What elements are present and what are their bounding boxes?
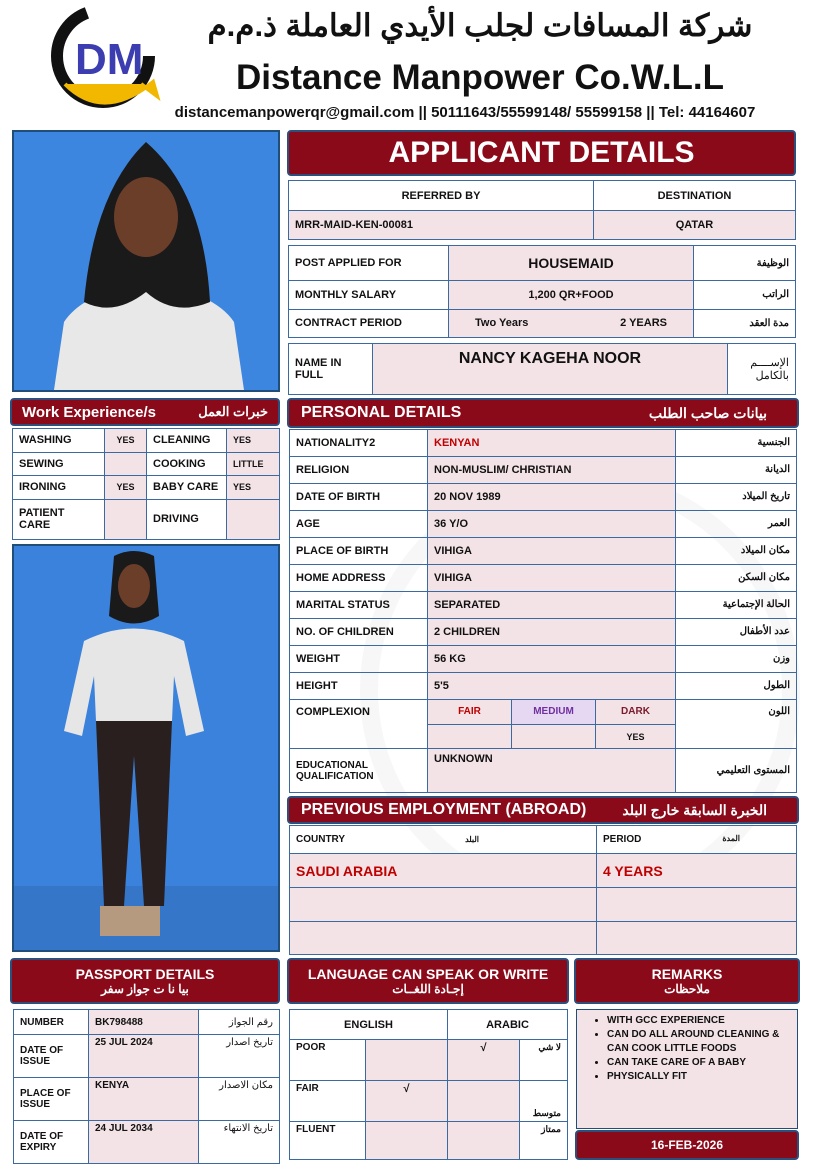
children-value: 2 CHILDREN	[428, 618, 676, 645]
passport-number: BK798488	[89, 1010, 199, 1035]
contact-line: distancemanpowerqr@gmail.com || 50111643/55599148/ 55599158 || Tel: 44164607	[174, 104, 756, 121]
remark-item: • PHYSICALLY FIT	[607, 1070, 791, 1084]
skill-ironing: IRONING	[13, 476, 105, 500]
remark-item: • WITH GCC EXPERIENCE	[607, 1014, 791, 1028]
name-label-ar: الإســــم بالكامل	[728, 344, 796, 395]
company-english-name: Distance Manpower Co.W.L.L	[235, 58, 725, 97]
salary-label: MONTHLY SALARY	[289, 281, 449, 309]
skill-driving: DRIVING	[147, 499, 227, 539]
skill-patient-care: PATIENT CARE	[13, 499, 105, 539]
post-value: HOUSEMAID	[449, 246, 694, 281]
marital-value: SEPARATED	[428, 591, 676, 618]
contract-label: CONTRACT PERIOD	[289, 309, 449, 337]
full-name-value: NANCY KAGEHA NOOR	[373, 344, 728, 395]
salary-label-ar: الراتب	[694, 281, 796, 309]
skill-sewing: SEWING	[13, 452, 105, 476]
complexion-dark-mark: YES	[596, 725, 676, 749]
remark-item: • CAN DO ALL AROUND CLEANING & CAN COOK LITTLE FOODS	[607, 1028, 791, 1056]
previous-employment-header: PREVIOUS EMPLOYMENT (ABROAD) الخبرة السابقة خارج البلد	[287, 796, 799, 824]
skill-cooking: COOKING	[147, 452, 227, 476]
personal-details-table: NATIONALITY2 KENYAN الجنسية RELIGION NON-MUSLIM/ CHRISTIAN الديانة DATE OF BIRTH 20 NOV 1989 تاريخ الميلاد AGE 36 Y/O العمر PLACE OF BIRTH VIHIGA مكان الميلاد HOME ADDRESS VIHIGA مكان السكن MARITAL STATUS SEPARATED الحالة الإجتماعية NO. OF CHILDREN 2 CHILDREN عدد الأطفال WEIGHT 56 KG وزن HEIGHT 5'5 الطول COMPLEXION FAIR MEDIUM DARK اللون YES EDUCATIONAL QUALIFICATION UNKNOWN المستوى التعليمي	[289, 429, 797, 793]
english-header: ENGLISH	[290, 1010, 448, 1040]
passport-issue-place: KENYA	[89, 1078, 199, 1121]
complexion-dark: DARK	[596, 699, 676, 724]
employment-period: 4 YEARS	[597, 854, 797, 888]
height-value: 5'5	[428, 672, 676, 699]
remarks-box	[576, 1009, 798, 1129]
post-label-ar: الوظيفة	[694, 246, 796, 281]
language-table: ENGLISH ARABIC POOR √ لا شي FAIR √ متوسط FLUENT ممتاز	[289, 1009, 568, 1160]
destination-label: DESTINATION	[593, 181, 795, 211]
company-arabic-name: شركة المسافات لجلب الأيدي العاملة ذ.م.م	[207, 8, 753, 43]
previous-employment-table: COUNTRY البلد PERIOD المدة SAUDI ARABIA 4 YEARS	[289, 825, 797, 955]
english-fair-mark: √	[366, 1080, 448, 1121]
language-header: LANGUAGE CAN SPEAK OR WRITE إجـادة اللغــات	[287, 958, 569, 1004]
contract-label-ar: مدة العقد	[694, 309, 796, 337]
passport-table: NUMBER BK798488 رقم الجواز DATE OF ISSUE 25 JUL 2024 تاريخ اصدار PLACE OF ISSUE KENYA مكان الاصدار DATE OF EXPIRY 24 JUL 2034 تاريخ الانتهاء	[13, 1009, 280, 1164]
religion-value: NON-MUSLIM/ CHRISTIAN	[428, 456, 676, 483]
employment-country: SAUDI ARABIA	[290, 854, 597, 888]
svg-text:DM: DM	[75, 35, 144, 84]
contract-value: Two Years 2 YEARS	[449, 309, 694, 337]
education-value: UNKNOWN	[428, 749, 676, 793]
applicant-full-body-photo	[12, 544, 280, 952]
company-logo	[45, 4, 163, 114]
skill-cleaning: CLEANING	[147, 429, 227, 453]
post-label: POST APPLIED FOR	[289, 246, 449, 281]
salary-value: 1,200 QR+FOOD	[449, 281, 694, 309]
referred-by-label: REFERRED BY	[289, 181, 594, 211]
dob-value: 20 NOV 1989	[428, 483, 676, 510]
skill-baby-care: BABY CARE	[147, 476, 227, 500]
work-experience-table: WASHING YES CLEANING YES SEWING COOKING LITTLE IRONING YES BABY CARE YES PATIENT CARE DRIVING	[12, 428, 280, 540]
age-value: 36 Y/O	[428, 510, 676, 537]
applicant-details-title: APPLICANT DETAILS	[287, 130, 796, 176]
referred-by-value: MRR-MAID-KEN-00081	[289, 211, 594, 240]
nationality-value: KENYAN	[428, 430, 676, 457]
name-table	[288, 343, 796, 395]
name-label: NAME IN FULL	[289, 344, 373, 395]
remarks-header: REMARKS ملاحظات	[574, 958, 800, 1004]
referral-table	[288, 180, 796, 240]
passport-issue-date: 25 JUL 2024	[89, 1035, 199, 1078]
remark-item: • CAN TAKE CARE OF A BABY	[607, 1056, 791, 1070]
work-experience-header: Work Experience/s خبرات العمل	[10, 398, 280, 426]
arabic-poor-mark: √	[448, 1040, 520, 1081]
passport-expiry-date: 24 JUL 2034	[89, 1121, 199, 1164]
personal-details-header: PERSONAL DETAILS بيانات صاحب الطلب	[287, 398, 799, 428]
passport-header: PASSPORT DETAILS بيا نا ت جواز سفر	[10, 958, 280, 1004]
address-value: VIHIGA	[428, 564, 676, 591]
applicant-portrait-photo	[12, 130, 280, 392]
destination-value: QATAR	[593, 211, 795, 240]
weight-value: 56 KG	[428, 645, 676, 672]
complexion-fair: FAIR	[428, 699, 512, 724]
complexion-medium: MEDIUM	[512, 699, 596, 724]
birthplace-value: VIHIGA	[428, 537, 676, 564]
document-date: 16-FEB-2026	[575, 1130, 799, 1160]
post-table	[288, 245, 796, 338]
skill-washing: WASHING	[13, 429, 105, 453]
arabic-header: ARABIC	[448, 1010, 568, 1040]
